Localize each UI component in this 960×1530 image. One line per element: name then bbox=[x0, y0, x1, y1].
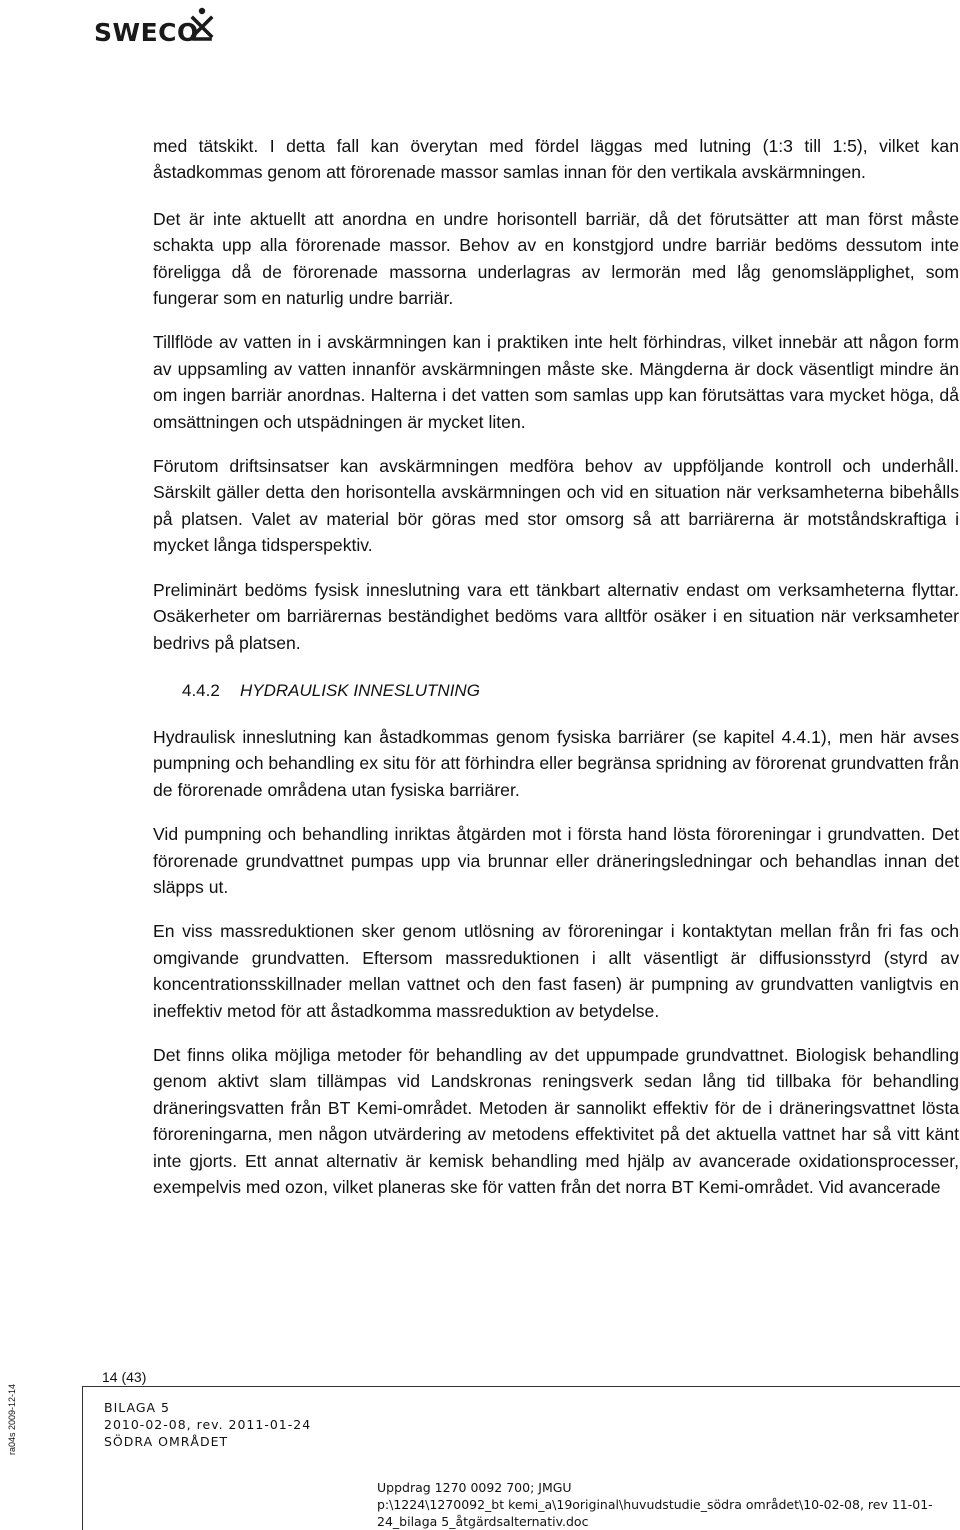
footer-area: SÖDRA OMRÅDET bbox=[104, 1434, 229, 1449]
document-body bbox=[153, 133, 959, 1218]
footer-divider-vertical bbox=[82, 1386, 83, 1530]
paragraph: Vid pumpning och behandling inriktas åtgärden mot i första hand lösta föroreningar i grundvatten. Det förorenade grundvattnet pumpas upp via brunnar eller dräneringsledningar och behandlas innan det släpps ut. bbox=[153, 824, 959, 897]
paragraph: Hydraulisk inneslutning kan åstadkommas genom fysiska barriärer (se kapitel 4.4.1), men här avses pumpning och behandling ex situ för att förhindra eller begränsa spridning av förorenat grundvatten från de förorenade områdena utan fysiska barriärer. bbox=[153, 726, 959, 800]
section-number: 4.4.2 bbox=[182, 680, 220, 700]
section-heading bbox=[153, 678, 959, 704]
footer-path: p:\1224\1270092_bt kemi_a\19original\huvudstudie_södra området\10-02-08, rev 11-01- bbox=[377, 1497, 933, 1512]
sweco-logo-icon bbox=[190, 6, 214, 46]
paragraph: Preliminärt bedöms fysisk inneslutning vara ett tänkbart alternativ endast om verksamheterna flyttar. Osäkerheter om barriärernas beständighet bedöms vara alltför osäker i en situation när verksamheter bedrivs på platsen. bbox=[153, 579, 959, 653]
footer-divider bbox=[82, 1386, 960, 1387]
paragraph: En viss massreduktionen sker genom utlösning av föroreningar i kontaktytan mellan från fri fas och omgivande grundvatten. Eftersom massreduktionen i allt väsentligt är diffusionsstyrd (styrd av koncentrationsskillnader mellan vattnet och den fast fasen) är pumpning av grundvatten vanligtvis en ineffektiv metod för att åstadkomma massreduktion av betydelse. bbox=[153, 921, 959, 1021]
page-number: 14 (43) bbox=[102, 1369, 147, 1385]
footer-doc-title: BILAGA 5 bbox=[104, 1400, 171, 1415]
paragraph: Förutom driftsinsatser kan avskärmningen medföra behov av uppföljande kontroll och underhåll. Särskilt gäller detta den horisontella avskärmningen och vid en situation när verksamheterna bibehålls på platsen. Valet av material bör göras med stor omsorg så att barriärerna är motståndskraftiga i mycket långa tidsperspektiv. bbox=[153, 456, 959, 556]
section-title: HYDRAULISK INNESLUTNING bbox=[240, 680, 480, 700]
footer-document-info bbox=[104, 1399, 311, 1450]
footer-dates: 2010-02-08, rev. 2011-01-24 bbox=[104, 1417, 312, 1432]
footer-assignment: Uppdrag 1270 0092 700; JMGU bbox=[377, 1480, 572, 1495]
paragraph: med tätskikt. I detta fall kan överytan med fördel läggas med lutning (1:3 till 1:5), vilket kan åstadkommas genom att förorenade massor samlas innan för den vertikala avskärmningen. bbox=[153, 136, 959, 183]
footer-file-info bbox=[377, 1479, 937, 1530]
paragraph: Tillflöde av vatten in i avskärmningen kan i praktiken inte helt förhindras, vilket innebär att någon form av uppsamling av vatten innanför avskärmningen måste ske. Mängderna är dock väsentligt mindre än om ingen barriär anordnas. Halterna i det vatten som samlas upp kan förutsättas vara mycket höga, då omsättningen och utspädningen är mycket liten. bbox=[153, 332, 959, 432]
logo-wordmark: SWECO bbox=[94, 18, 199, 47]
footer-path-continued: 24_bilaga 5_åtgärdsalternativ.doc bbox=[377, 1514, 589, 1529]
paragraph: Det är inte aktuellt att anordna en undre horisontell barriär, då det förutsätter att man först måste schakta upp alla förorenade massor. Behov av en konstgjord undre barriär bedöms dessutom inte föreligga då de förorenade massorna underlagras av lermorän med låg genomsläpplighet, som fungerar som en naturlig undre barriär. bbox=[153, 208, 959, 309]
paragraph: Det finns olika möjliga metoder för behandling av det uppumpade grundvattnet. Biologisk behandling genom aktivt slam tillämpas vid Landskronas reningsverk sedan lång tid tillbaka för behandling dräneringsvatten från BT Kemi-området. Metoden är sannolikt effektiv för de i dräneringsvattnet lösta föroreningarna, men någon utvärdering av metodens effektivitet på det aktuella vattnet har så vitt känt inte gjorts. Ett annat alternativ är kemisk behandling med hjälp av avancerade oxidationsprocesser, exempelvis med ozon, vilket planeras ske för vatten från det norra BT Kemi-området. Vid avancerade bbox=[153, 1044, 959, 1197]
sweco-logo bbox=[94, 6, 234, 52]
template-code: ra04s 2009-12-14 bbox=[7, 1383, 17, 1455]
